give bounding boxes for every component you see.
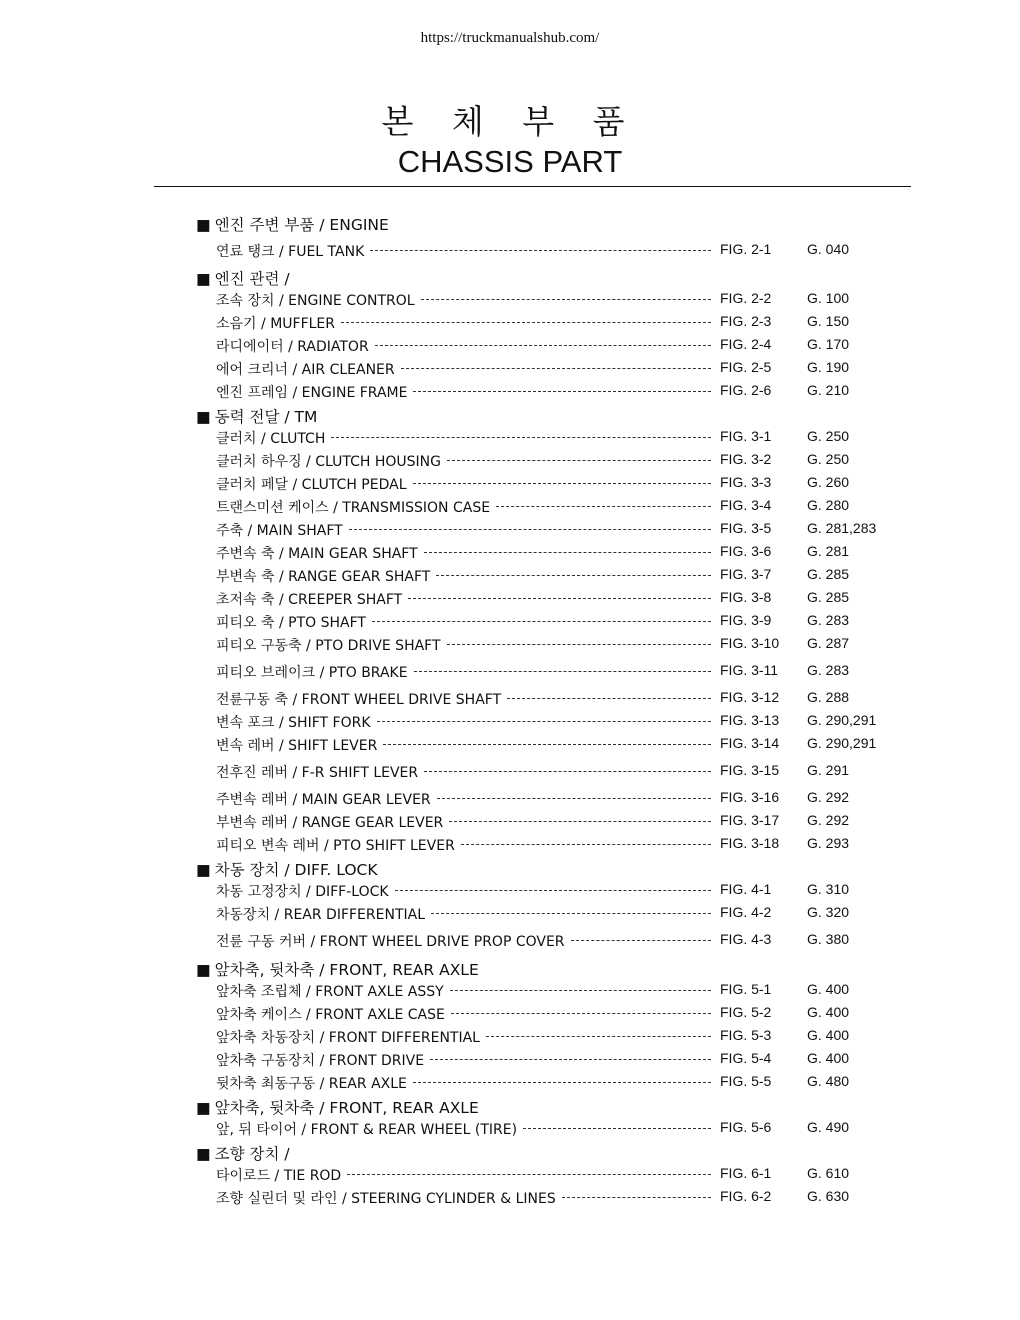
page-reference: G. 283 [807, 662, 850, 678]
dot-leader [437, 798, 711, 799]
dot-leader [436, 575, 711, 576]
entry-title: 피티오 브레이크 / PTO BRAKE [216, 665, 408, 681]
toc-entry [0, 1188, 1020, 1208]
page-reference: G. 288 [807, 689, 850, 705]
page-reference: G. 210 [807, 382, 850, 398]
figure-number: FIG. 6-1 [720, 1165, 772, 1181]
page-reference: G. 292 [807, 789, 850, 805]
square-bullet-icon: ■ [196, 270, 211, 288]
entry-title: 앞, 뒤 타이어 / FRONT & REAR WHEEL (TIRE) [216, 1122, 518, 1138]
dot-leader [413, 483, 712, 484]
square-bullet-icon: ■ [196, 961, 211, 979]
entry-title: 전륜 구동 커버 / FRONT WHEEL DRIVE PROP COVER [216, 934, 565, 950]
page-reference: G. 281 [807, 543, 850, 559]
dot-leader [413, 391, 711, 392]
section-label [196, 213, 389, 235]
dot-leader [424, 552, 711, 553]
toc-section-heading [0, 213, 1020, 233]
toc-entry [0, 904, 1020, 924]
section-title: 앞차축, 뒷차축 / FRONT, REAR AXLE [214, 961, 479, 979]
figure-number: FIG. 5-5 [720, 1073, 772, 1089]
entry-title: 엔진 프레임 / ENGINE FRAME [216, 385, 408, 401]
square-bullet-icon: ■ [196, 408, 211, 426]
page-reference: G. 293 [807, 835, 850, 851]
figure-number: FIG. 2-3 [720, 313, 772, 329]
page-reference: G. 100 [807, 290, 850, 306]
toc-entry [0, 1119, 1020, 1139]
section-label [196, 858, 378, 880]
toc-entry [0, 1165, 1020, 1185]
toc-entry [0, 612, 1020, 632]
entry-title: 주변속 레버 / MAIN GEAR LEVER [216, 792, 431, 808]
dot-leader [414, 671, 711, 672]
figure-number: FIG. 2-4 [720, 336, 772, 352]
figure-number: FIG. 3-9 [720, 612, 772, 628]
page-reference: G. 630 [807, 1188, 850, 1204]
toc-entry [0, 635, 1020, 655]
dot-leader [372, 621, 711, 622]
toc-entry [0, 1050, 1020, 1070]
section-title: 엔진 관련 / [214, 270, 290, 288]
figure-number: FIG. 2-1 [720, 241, 772, 257]
toc-entry [0, 428, 1020, 448]
toc-entry [0, 543, 1020, 563]
figure-number: FIG. 3-11 [720, 662, 779, 678]
entry-title: 앞차축 차동장치 / FRONT DIFFERENTIAL [216, 1030, 480, 1046]
figure-number: FIG. 3-2 [720, 451, 772, 467]
page-reference: G. 285 [807, 589, 850, 605]
page-reference: G. 292 [807, 812, 850, 828]
figure-number: FIG. 2-6 [720, 382, 772, 398]
toc-section-heading [0, 858, 1020, 878]
toc-entry [0, 290, 1020, 310]
toc-entry [0, 931, 1020, 951]
figure-number: FIG. 5-4 [720, 1050, 772, 1066]
dot-leader [383, 744, 711, 745]
figure-number: FIG. 3-13 [720, 712, 780, 728]
toc-entry [0, 789, 1020, 809]
page-reference: G. 150 [807, 313, 850, 329]
entry-title: 초저속 축 / CREEPER SHAFT [216, 592, 403, 608]
dot-leader [401, 368, 711, 369]
section-label [196, 1142, 290, 1164]
toc-entry [0, 981, 1020, 1001]
toc-entry [0, 712, 1020, 732]
dot-leader [431, 913, 711, 914]
figure-number: FIG. 4-2 [720, 904, 772, 920]
section-title: 조향 장치 / [214, 1145, 290, 1163]
figure-number: FIG. 3-3 [720, 474, 772, 490]
entry-title: 앞차축 구동장치 / FRONT DRIVE [216, 1053, 425, 1069]
toc-entry [0, 835, 1020, 855]
entry-title: 클러치 하우징 / CLUTCH HOUSING [216, 454, 441, 470]
page-reference: G. 260 [807, 474, 850, 490]
dot-leader [347, 1174, 711, 1175]
figure-number: FIG. 3-12 [720, 689, 780, 705]
section-title: 앞차축, 뒷차축 / FRONT, REAR AXLE [214, 1099, 479, 1117]
toc-entry [0, 451, 1020, 471]
section-title: 동력 전달 / TM [214, 408, 318, 426]
toc-entry [0, 881, 1020, 901]
toc-entry [0, 382, 1020, 402]
dot-leader [450, 990, 711, 991]
figure-number: FIG. 2-2 [720, 290, 772, 306]
entry-title: 클러치 페달 / CLUTCH PEDAL [216, 477, 407, 493]
page-reference: G. 480 [807, 1073, 850, 1089]
page-reference: G. 400 [807, 981, 850, 997]
figure-number: FIG. 3-15 [720, 762, 780, 778]
figure-number: FIG. 3-18 [720, 835, 780, 851]
page-reference: G. 283 [807, 612, 850, 628]
figure-number: FIG. 3-4 [720, 497, 772, 513]
toc-entry [0, 662, 1020, 682]
source-url[interactable]: https://truckmanualshub.com/ [420, 30, 600, 46]
section-title: 차동 장치 / DIFF. LOCK [214, 861, 378, 879]
figure-number: FIG. 5-1 [720, 981, 772, 997]
square-bullet-icon: ■ [196, 1145, 211, 1163]
section-label [196, 1096, 479, 1118]
page-reference: G. 380 [807, 931, 850, 947]
page-reference: G. 290,291 [807, 735, 877, 751]
toc-entry [0, 336, 1020, 356]
page-title-korean: 본 체 부 품 [381, 102, 639, 141]
dot-leader [370, 250, 711, 251]
page-reference: G. 280 [807, 497, 850, 513]
toc-entry [0, 1027, 1020, 1047]
entry-title: 피티오 축 / PTO SHAFT [216, 615, 366, 631]
dot-leader [413, 1082, 711, 1083]
toc-section-heading [0, 267, 1020, 287]
entry-title: 소음기 / MUFFLER [216, 316, 335, 332]
dot-leader [395, 890, 711, 891]
entry-title: 클러치 / CLUTCH [216, 431, 326, 447]
dot-leader [447, 460, 711, 461]
entry-title: 앞차축 케이스 / FRONT AXLE CASE [216, 1007, 445, 1023]
dot-leader [375, 345, 711, 346]
entry-title: 차동 고정장치 / DIFF-LOCK [216, 884, 389, 900]
square-bullet-icon: ■ [196, 861, 211, 879]
page-reference: G. 320 [807, 904, 850, 920]
entry-title: 라디에이터 / RADIATOR [216, 339, 369, 355]
figure-number: FIG. 3-17 [720, 812, 780, 828]
section-label [196, 958, 479, 980]
entry-title: 조향 실린더 및 라인 / STEERING CYLINDER & LINES [216, 1191, 556, 1207]
toc-entry [0, 1073, 1020, 1093]
page-title-english: CHASSIS PART [397, 144, 623, 179]
square-bullet-icon: ■ [196, 216, 211, 234]
entry-title: 앞차축 조립체 / FRONT AXLE ASSY [216, 984, 444, 1000]
figure-number: FIG. 4-1 [720, 881, 772, 897]
page-reference: G. 400 [807, 1004, 850, 1020]
toc-entry [0, 313, 1020, 333]
section-label [196, 405, 317, 427]
dot-leader [447, 644, 711, 645]
dot-leader [408, 598, 711, 599]
toc-entry [0, 497, 1020, 517]
entry-title: 피티오 변속 레버 / PTO SHIFT LEVER [216, 838, 455, 854]
page-reference: G. 610 [807, 1165, 850, 1181]
page-reference: G. 170 [807, 336, 850, 352]
figure-number: FIG. 3-14 [720, 735, 780, 751]
square-bullet-icon: ■ [196, 1099, 211, 1117]
dot-leader [571, 940, 711, 941]
page-reference: G. 290,291 [807, 712, 877, 728]
toc-entry [0, 241, 1020, 261]
page-reference: G. 250 [807, 428, 850, 444]
page-reference: G. 310 [807, 881, 850, 897]
toc-section-heading [0, 1142, 1020, 1162]
toc-entry [0, 689, 1020, 709]
entry-title: 부변속 축 / RANGE GEAR SHAFT [216, 569, 431, 585]
page-reference: G. 040 [807, 241, 850, 257]
entry-title: 조속 장치 / ENGINE CONTROL [216, 293, 415, 309]
entry-title: 연료 탱크 / FUEL TANK [216, 244, 365, 260]
dot-leader [461, 844, 711, 845]
toc-entry [0, 520, 1020, 540]
entry-title: 타이로드 / TIE ROD [216, 1168, 342, 1184]
page-reference: G. 291 [807, 762, 850, 778]
entry-title: 트랜스미션 케이스 / TRANSMISSION CASE [216, 500, 491, 516]
page-reference: G. 285 [807, 566, 850, 582]
toc-entry [0, 812, 1020, 832]
toc-section-heading [0, 405, 1020, 425]
entry-title: 부변속 레버 / RANGE GEAR LEVER [216, 815, 444, 831]
figure-number: FIG. 3-6 [720, 543, 772, 559]
figure-number: FIG. 4-3 [720, 931, 772, 947]
dot-leader [424, 771, 711, 772]
figure-number: FIG. 6-2 [720, 1188, 772, 1204]
figure-number: FIG. 3-1 [720, 428, 772, 444]
entry-title: 변속 포크 / SHIFT FORK [216, 715, 371, 731]
toc-entry [0, 589, 1020, 609]
figure-number: FIG. 3-7 [720, 566, 772, 582]
figure-number: FIG. 3-5 [720, 520, 772, 536]
page-reference: G. 281,283 [807, 520, 877, 536]
page-reference: G. 400 [807, 1027, 850, 1043]
entry-title: 주변속 축 / MAIN GEAR SHAFT [216, 546, 418, 562]
entry-title: 변속 레버 / SHIFT LEVER [216, 738, 378, 754]
dot-leader [341, 322, 711, 323]
page-reference: G. 287 [807, 635, 850, 651]
toc-entry [0, 735, 1020, 755]
entry-title: 전륜구동 축 / FRONT WHEEL DRIVE SHAFT [216, 692, 502, 708]
figure-number: FIG. 3-16 [720, 789, 780, 805]
toc-entry [0, 1004, 1020, 1024]
figure-number: FIG. 5-2 [720, 1004, 772, 1020]
page-reference: G. 490 [807, 1119, 850, 1135]
entry-title: 전후진 레버 / F-R SHIFT LEVER [216, 765, 419, 781]
dot-leader [430, 1059, 711, 1060]
page-reference: G. 190 [807, 359, 850, 375]
entry-title: 뒷차축 최동구동 / REAR AXLE [216, 1076, 407, 1092]
figure-number: FIG. 2-5 [720, 359, 772, 375]
dot-leader [449, 821, 711, 822]
page-reference: G. 400 [807, 1050, 850, 1066]
dot-leader [496, 506, 711, 507]
dot-leader [523, 1128, 711, 1129]
dot-leader [421, 299, 711, 300]
entry-title: 차동장치 / REAR DIFFERENTIAL [216, 907, 426, 923]
toc-entry [0, 762, 1020, 782]
figure-number: FIG. 5-3 [720, 1027, 772, 1043]
toc-section-heading [0, 958, 1020, 978]
section-label [196, 267, 290, 289]
dot-leader [507, 698, 711, 699]
figure-number: FIG. 3-10 [720, 635, 780, 651]
toc-entry [0, 359, 1020, 379]
toc-entry [0, 474, 1020, 494]
toc-entry [0, 566, 1020, 586]
toc-section-heading [0, 1096, 1020, 1116]
figure-number: FIG. 3-8 [720, 589, 772, 605]
page-reference: G. 250 [807, 451, 850, 467]
dot-leader [562, 1197, 711, 1198]
dot-leader [331, 437, 711, 438]
dot-leader [486, 1036, 711, 1037]
figure-number: FIG. 5-6 [720, 1119, 772, 1135]
entry-title: 피티오 구동축 / PTO DRIVE SHAFT [216, 638, 441, 654]
dot-leader [377, 721, 712, 722]
dot-leader [349, 529, 711, 530]
dot-leader [451, 1013, 711, 1014]
section-title: 엔진 주변 부품 / ENGINE [214, 216, 389, 234]
entry-title: 주축 / MAIN SHAFT [216, 523, 343, 539]
entry-title: 에어 크리너 / AIR CLEANER [216, 362, 395, 378]
